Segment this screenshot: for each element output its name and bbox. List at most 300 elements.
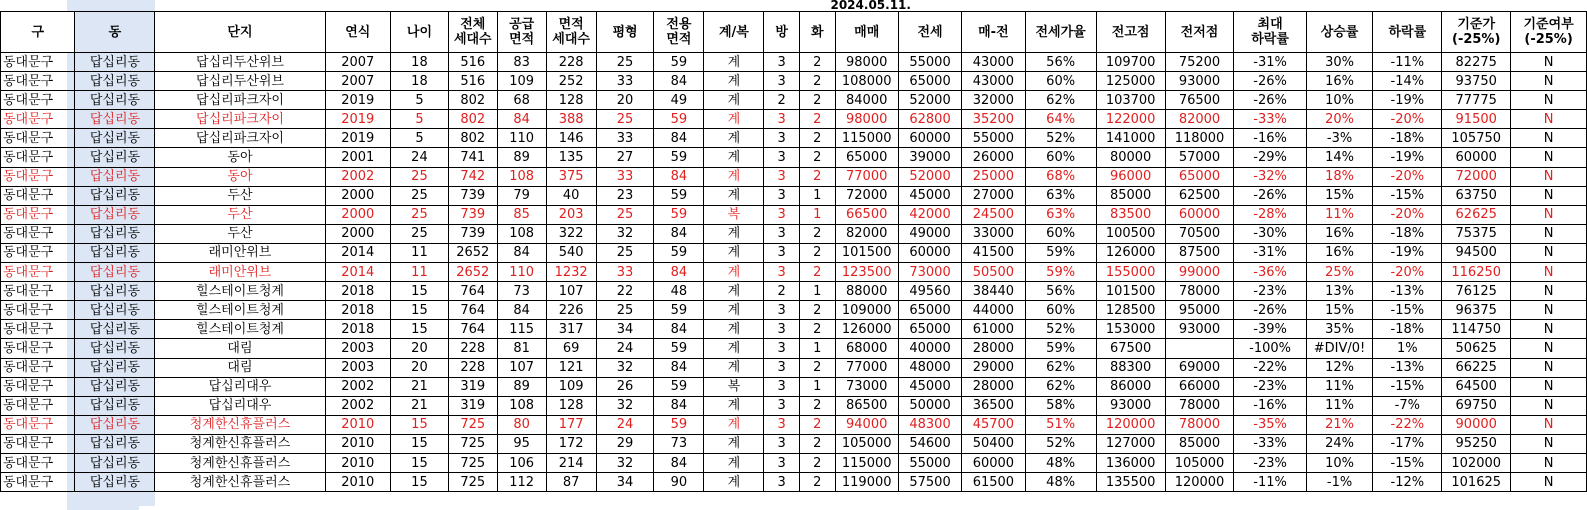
table-cell[interactable]: 2 <box>799 148 835 167</box>
table-cell[interactable]: 741 <box>448 148 497 167</box>
table-cell[interactable]: 77000 <box>835 167 898 186</box>
table-cell[interactable]: -16% <box>1234 396 1306 415</box>
table-cell[interactable]: 3 <box>764 205 800 224</box>
table-cell[interactable]: 3 <box>764 434 800 453</box>
table-cell[interactable]: -1% <box>1306 473 1373 492</box>
table-cell[interactable]: 24 <box>391 148 449 167</box>
table-cell[interactable]: 62625 <box>1442 205 1511 224</box>
table-cell[interactable]: 3 <box>764 53 800 72</box>
column-header[interactable]: 구 <box>1 12 75 53</box>
table-cell[interactable]: 답십리대우 <box>155 396 325 415</box>
table-cell[interactable]: -31% <box>1234 243 1306 262</box>
table-cell[interactable]: 28000 <box>962 339 1025 358</box>
table-cell[interactable]: 101625 <box>1442 473 1511 492</box>
table-cell[interactable]: 2001 <box>325 148 391 167</box>
table-cell[interactable]: 25 <box>391 186 449 205</box>
table-cell[interactable]: 375 <box>546 167 596 186</box>
table-cell[interactable]: -28% <box>1234 205 1306 224</box>
table-cell[interactable]: -26% <box>1234 72 1306 91</box>
table-cell[interactable]: 155000 <box>1096 263 1165 282</box>
table-cell[interactable]: 742 <box>448 167 497 186</box>
table-cell[interactable]: 57000 <box>1165 148 1234 167</box>
table-cell[interactable]: N <box>1511 434 1587 453</box>
table-cell[interactable]: 동대문구 <box>1 339 75 358</box>
table-cell[interactable]: 26000 <box>962 148 1025 167</box>
table-cell[interactable]: 동대문구 <box>1 186 75 205</box>
table-cell[interactable]: 계 <box>704 434 764 453</box>
table-cell[interactable]: 20 <box>391 339 449 358</box>
column-header[interactable]: 전세가율 <box>1025 12 1096 53</box>
table-cell[interactable]: 88300 <box>1096 358 1165 377</box>
column-header[interactable]: 방 <box>764 12 800 53</box>
table-cell[interactable]: 2 <box>799 72 835 91</box>
table-cell[interactable]: 5 <box>391 91 449 110</box>
table-cell[interactable]: -36% <box>1234 263 1306 282</box>
table-cell[interactable]: 80 <box>497 415 546 434</box>
table-cell[interactable]: 복 <box>704 205 764 224</box>
table-cell[interactable]: 108 <box>497 396 546 415</box>
table-cell[interactable]: 10% <box>1306 91 1373 110</box>
table-cell[interactable]: 34 <box>596 320 654 339</box>
table-cell[interactable]: 답십리동 <box>75 282 155 301</box>
table-cell[interactable]: 78000 <box>1165 282 1234 301</box>
table-cell[interactable]: 109 <box>546 377 596 396</box>
table-cell[interactable]: 228 <box>546 53 596 72</box>
column-header[interactable]: 매매 <box>835 12 898 53</box>
table-cell[interactable]: 78000 <box>1165 396 1234 415</box>
column-header[interactable]: 전세 <box>898 12 961 53</box>
table-cell[interactable]: 58% <box>1025 396 1096 415</box>
table-cell[interactable]: 12% <box>1306 358 1373 377</box>
table-cell[interactable]: 109700 <box>1096 53 1165 72</box>
table-cell[interactable]: 11 <box>391 263 449 282</box>
table-cell[interactable]: 52000 <box>898 167 961 186</box>
table-cell[interactable]: 동대문구 <box>1 205 75 224</box>
table-cell[interactable]: 10% <box>1306 453 1373 472</box>
table-cell[interactable]: 84 <box>654 224 704 243</box>
table-cell[interactable]: 답십리두산위브 <box>155 72 325 91</box>
table-cell[interactable]: 계 <box>704 224 764 243</box>
table-cell[interactable]: 95 <box>497 434 546 453</box>
table-cell[interactable]: 83500 <box>1096 205 1165 224</box>
table-cell[interactable]: 68 <box>497 91 546 110</box>
table-cell[interactable]: 43000 <box>962 72 1025 91</box>
table-cell[interactable]: 94500 <box>1442 243 1511 262</box>
table-cell[interactable]: 2019 <box>325 110 391 129</box>
table-cell[interactable]: 21 <box>391 396 449 415</box>
table-cell[interactable]: 65000 <box>898 320 961 339</box>
table-cell[interactable]: 15 <box>391 301 449 320</box>
table-cell[interactable]: 3 <box>764 415 800 434</box>
table-cell[interactable]: 81 <box>497 339 546 358</box>
table-cell[interactable]: -15% <box>1373 377 1442 396</box>
table-cell[interactable]: 764 <box>448 320 497 339</box>
table-cell[interactable]: 2 <box>764 91 800 110</box>
table-cell[interactable]: 60000 <box>1442 148 1511 167</box>
table-cell[interactable]: 계 <box>704 453 764 472</box>
table-cell[interactable]: 108 <box>497 224 546 243</box>
table-cell[interactable]: 83 <box>497 53 546 72</box>
table-cell[interactable]: -31% <box>1234 53 1306 72</box>
table-cell[interactable]: 90 <box>654 473 704 492</box>
table-cell[interactable]: 93000 <box>1165 72 1234 91</box>
table-cell[interactable]: 48000 <box>898 358 961 377</box>
table-cell[interactable]: 답십리동 <box>75 415 155 434</box>
table-cell[interactable]: 답십리동 <box>75 186 155 205</box>
table-cell[interactable]: 802 <box>448 129 497 148</box>
table-cell[interactable]: 래미안위브 <box>155 243 325 262</box>
table-cell[interactable]: 대림 <box>155 358 325 377</box>
table-cell[interactable]: 146 <box>546 129 596 148</box>
table-cell[interactable]: N <box>1511 91 1587 110</box>
table-cell[interactable]: 두산 <box>155 205 325 224</box>
table-cell[interactable]: 76125 <box>1442 282 1511 301</box>
table-cell[interactable]: 120000 <box>1096 415 1165 434</box>
table-cell[interactable]: 33 <box>596 263 654 282</box>
table-cell[interactable]: 50625 <box>1442 339 1511 358</box>
table-cell[interactable]: 2 <box>799 415 835 434</box>
table-cell[interactable]: 59 <box>654 243 704 262</box>
table-cell[interactable]: 27 <box>596 148 654 167</box>
table-cell[interactable]: 1 <box>799 282 835 301</box>
table-cell[interactable]: -20% <box>1373 263 1442 282</box>
table-cell[interactable]: 739 <box>448 205 497 224</box>
table-cell[interactable]: 답십리동 <box>75 263 155 282</box>
table-cell[interactable]: 128500 <box>1096 301 1165 320</box>
table-cell[interactable]: 108000 <box>835 72 898 91</box>
table-cell[interactable]: 25 <box>391 224 449 243</box>
table-cell[interactable]: 84 <box>497 110 546 129</box>
table-cell[interactable]: 25 <box>596 243 654 262</box>
column-header[interactable]: 면적 세대수 <box>546 12 596 53</box>
table-cell[interactable]: 16% <box>1306 224 1373 243</box>
table-cell[interactable]: 66000 <box>1165 377 1234 396</box>
table-cell[interactable]: 답십리두산위브 <box>155 53 325 72</box>
table-cell[interactable]: 15 <box>391 434 449 453</box>
table-cell[interactable]: 48% <box>1025 473 1096 492</box>
table-cell[interactable]: 2000 <box>325 186 391 205</box>
table-cell[interactable]: 21% <box>1306 415 1373 434</box>
column-header[interactable]: 단지 <box>155 12 325 53</box>
table-cell[interactable]: N <box>1511 339 1587 358</box>
table-cell[interactable]: 96000 <box>1096 167 1165 186</box>
table-cell[interactable]: 11% <box>1306 396 1373 415</box>
table-cell[interactable]: 25 <box>596 205 654 224</box>
table-cell[interactable]: 2018 <box>325 320 391 339</box>
table-cell[interactable]: 85000 <box>1165 434 1234 453</box>
table-cell[interactable]: 70500 <box>1165 224 1234 243</box>
column-header[interactable]: 연식 <box>325 12 391 53</box>
table-cell[interactable]: 105000 <box>835 434 898 453</box>
table-cell[interactable]: 317 <box>546 320 596 339</box>
table-cell[interactable]: 3 <box>764 167 800 186</box>
table-cell[interactable]: 3 <box>764 243 800 262</box>
table-cell[interactable]: 50400 <box>962 434 1025 453</box>
table-cell[interactable]: 3 <box>764 339 800 358</box>
column-header[interactable]: 화 <box>799 12 835 53</box>
table-cell[interactable]: N <box>1511 301 1587 320</box>
table-cell[interactable]: -23% <box>1234 453 1306 472</box>
table-cell[interactable]: 3 <box>764 377 800 396</box>
table-cell[interactable]: 동대문구 <box>1 358 75 377</box>
table-cell[interactable]: 177 <box>546 415 596 434</box>
table-cell[interactable]: 25 <box>596 301 654 320</box>
table-cell[interactable]: 2 <box>799 110 835 129</box>
table-cell[interactable]: N <box>1511 72 1587 91</box>
table-cell[interactable]: 59 <box>654 110 704 129</box>
table-cell[interactable]: -26% <box>1234 91 1306 110</box>
table-cell[interactable]: 32 <box>596 224 654 243</box>
table-cell[interactable]: 59 <box>654 148 704 167</box>
table-cell[interactable]: 답십리파크자이 <box>155 91 325 110</box>
table-cell[interactable]: 109 <box>497 72 546 91</box>
table-cell[interactable]: 11% <box>1306 205 1373 224</box>
table-cell[interactable]: -15% <box>1373 453 1442 472</box>
table-cell[interactable]: N <box>1511 53 1587 72</box>
table-cell[interactable]: 52000 <box>898 91 961 110</box>
table-cell[interactable]: 725 <box>448 434 497 453</box>
table-cell[interactable]: 62500 <box>1165 186 1234 205</box>
table-cell[interactable]: 60000 <box>898 243 961 262</box>
table-cell[interactable]: 계 <box>704 129 764 148</box>
table-cell[interactable]: 23 <box>596 186 654 205</box>
table-cell[interactable]: 동아 <box>155 148 325 167</box>
table-cell[interactable]: 2014 <box>325 263 391 282</box>
table-cell[interactable]: 계 <box>704 167 764 186</box>
table-cell[interactable]: 86000 <box>1096 377 1165 396</box>
table-cell[interactable]: 1 <box>799 186 835 205</box>
table-cell[interactable]: N <box>1511 415 1587 434</box>
table-cell[interactable]: 20 <box>596 91 654 110</box>
table-cell[interactable]: 동대문구 <box>1 91 75 110</box>
table-cell[interactable]: 32000 <box>962 91 1025 110</box>
table-cell[interactable]: 45000 <box>898 186 961 205</box>
table-cell[interactable]: 106 <box>497 453 546 472</box>
table-cell[interactable]: 답십리동 <box>75 205 155 224</box>
table-cell[interactable]: 802 <box>448 91 497 110</box>
table-cell[interactable]: 102000 <box>1442 453 1511 472</box>
table-cell[interactable]: 52% <box>1025 129 1096 148</box>
table-cell[interactable]: 128 <box>546 91 596 110</box>
table-cell[interactable]: 101500 <box>1096 282 1165 301</box>
table-cell[interactable]: 84 <box>497 243 546 262</box>
table-cell[interactable]: -33% <box>1234 110 1306 129</box>
table-cell[interactable]: 66225 <box>1442 358 1511 377</box>
table-cell[interactable]: 24 <box>596 339 654 358</box>
table-cell[interactable]: 답십리파크자이 <box>155 129 325 148</box>
table-cell[interactable]: 73 <box>497 282 546 301</box>
table-cell[interactable]: 67500 <box>1096 339 1165 358</box>
table-cell[interactable]: 62% <box>1025 377 1096 396</box>
table-cell[interactable]: -29% <box>1234 148 1306 167</box>
table-cell[interactable]: 114750 <box>1442 320 1511 339</box>
table-cell[interactable]: 3 <box>764 72 800 91</box>
table-cell[interactable]: 25 <box>391 167 449 186</box>
table-cell[interactable]: 동대문구 <box>1 110 75 129</box>
table-cell[interactable]: 107 <box>546 282 596 301</box>
table-cell[interactable]: 59% <box>1025 339 1096 358</box>
table-cell[interactable]: 32 <box>596 396 654 415</box>
table-cell[interactable]: 11% <box>1306 377 1373 396</box>
table-cell[interactable]: 76500 <box>1165 91 1234 110</box>
table-cell[interactable]: 계 <box>704 358 764 377</box>
table-cell[interactable]: 52% <box>1025 434 1096 453</box>
table-cell[interactable]: 228 <box>448 358 497 377</box>
table-cell[interactable]: -11% <box>1373 53 1442 72</box>
table-cell[interactable]: 2007 <box>325 53 391 72</box>
table-cell[interactable]: 청계한신휴플러스 <box>155 434 325 453</box>
table-cell[interactable]: 69750 <box>1442 396 1511 415</box>
table-cell[interactable]: 40000 <box>898 339 961 358</box>
table-cell[interactable]: 44000 <box>962 301 1025 320</box>
table-cell[interactable]: 64500 <box>1442 377 1511 396</box>
table-cell[interactable]: 89 <box>497 148 546 167</box>
table-cell[interactable]: N <box>1511 148 1587 167</box>
table-cell[interactable]: 2010 <box>325 415 391 434</box>
table-cell[interactable]: 228 <box>448 339 497 358</box>
table-cell[interactable]: 60000 <box>1165 205 1234 224</box>
table-cell[interactable]: 105750 <box>1442 129 1511 148</box>
table-cell[interactable]: 2 <box>799 224 835 243</box>
column-header[interactable]: 평형 <box>596 12 654 53</box>
table-cell[interactable]: 계 <box>704 396 764 415</box>
table-cell[interactable]: -30% <box>1234 224 1306 243</box>
table-cell[interactable]: -19% <box>1373 91 1442 110</box>
table-cell[interactable]: 125000 <box>1096 72 1165 91</box>
table-cell[interactable]: 24% <box>1306 434 1373 453</box>
table-cell[interactable]: 388 <box>546 110 596 129</box>
table-cell[interactable]: 93750 <box>1442 72 1511 91</box>
table-cell[interactable]: 3 <box>764 129 800 148</box>
table-cell[interactable]: 2 <box>799 263 835 282</box>
table-cell[interactable]: 동대문구 <box>1 301 75 320</box>
column-header[interactable]: 전체 세대수 <box>448 12 497 53</box>
table-cell[interactable]: 48 <box>654 282 704 301</box>
table-cell[interactable]: -19% <box>1373 243 1442 262</box>
table-cell[interactable]: 121 <box>546 358 596 377</box>
table-cell[interactable]: 답십리파크자이 <box>155 110 325 129</box>
table-cell[interactable]: 122000 <box>1096 110 1165 129</box>
table-cell[interactable]: 78000 <box>1165 415 1234 434</box>
table-cell[interactable]: N <box>1511 282 1587 301</box>
table-cell[interactable]: 32 <box>596 358 654 377</box>
table-cell[interactable]: N <box>1511 396 1587 415</box>
table-cell[interactable]: 127000 <box>1096 434 1165 453</box>
table-cell[interactable]: 청계한신휴플러스 <box>155 415 325 434</box>
table-cell[interactable]: 59% <box>1025 263 1096 282</box>
table-cell[interactable]: 98000 <box>835 110 898 129</box>
table-cell[interactable]: 24500 <box>962 205 1025 224</box>
table-cell[interactable]: 59 <box>654 186 704 205</box>
table-cell[interactable]: N <box>1511 320 1587 339</box>
table-cell[interactable]: 41500 <box>962 243 1025 262</box>
table-cell[interactable]: 61500 <box>962 473 1025 492</box>
table-cell[interactable]: 답십리동 <box>75 339 155 358</box>
table-cell[interactable]: 동대문구 <box>1 473 75 492</box>
table-cell[interactable]: 60% <box>1025 301 1096 320</box>
table-cell[interactable]: N <box>1511 129 1587 148</box>
table-cell[interactable]: 답십리동 <box>75 320 155 339</box>
table-cell[interactable]: 55000 <box>898 53 961 72</box>
table-cell[interactable]: 동대문구 <box>1 72 75 91</box>
table-cell[interactable]: -18% <box>1373 320 1442 339</box>
table-cell[interactable]: 동대문구 <box>1 129 75 148</box>
table-cell[interactable]: 3 <box>764 186 800 205</box>
table-cell[interactable]: 136000 <box>1096 453 1165 472</box>
table-cell[interactable]: 49 <box>654 91 704 110</box>
column-header[interactable]: 하락률 <box>1373 12 1442 53</box>
table-cell[interactable]: 2 <box>799 396 835 415</box>
table-cell[interactable]: 계 <box>704 148 764 167</box>
table-cell[interactable]: 120000 <box>1165 473 1234 492</box>
table-cell[interactable]: 3 <box>764 396 800 415</box>
table-cell[interactable]: -20% <box>1373 167 1442 186</box>
table-cell[interactable]: 24 <box>596 415 654 434</box>
table-cell[interactable]: 3 <box>764 301 800 320</box>
table-cell[interactable]: 2019 <box>325 91 391 110</box>
table-cell[interactable]: 33 <box>596 167 654 186</box>
table-cell[interactable]: 15 <box>391 282 449 301</box>
table-cell[interactable]: 계 <box>704 473 764 492</box>
table-cell[interactable]: 82000 <box>835 224 898 243</box>
table-cell[interactable]: 126000 <box>835 320 898 339</box>
column-header[interactable]: 동 <box>75 12 155 53</box>
table-cell[interactable]: 5 <box>391 110 449 129</box>
table-cell[interactable]: 65000 <box>835 148 898 167</box>
table-cell[interactable]: 2 <box>799 53 835 72</box>
table-cell[interactable]: 85000 <box>1096 186 1165 205</box>
table-cell[interactable]: -18% <box>1373 224 1442 243</box>
table-cell[interactable]: 동대문구 <box>1 396 75 415</box>
table-cell[interactable]: 계 <box>704 301 764 320</box>
table-cell[interactable]: -7% <box>1373 396 1442 415</box>
table-cell[interactable]: 84 <box>654 167 704 186</box>
table-cell[interactable]: 57500 <box>898 473 961 492</box>
table-cell[interactable]: 두산 <box>155 186 325 205</box>
table-cell[interactable]: 725 <box>448 473 497 492</box>
table-cell[interactable]: -32% <box>1234 167 1306 186</box>
table-cell[interactable]: 동대문구 <box>1 167 75 186</box>
table-cell[interactable]: 18 <box>391 53 449 72</box>
column-header[interactable]: 기준가 (-25%) <box>1442 12 1511 53</box>
table-cell[interactable]: 135500 <box>1096 473 1165 492</box>
table-cell[interactable]: 226 <box>546 301 596 320</box>
table-cell[interactable]: 동대문구 <box>1 148 75 167</box>
table-cell[interactable]: 동대문구 <box>1 243 75 262</box>
table-cell[interactable]: 2018 <box>325 301 391 320</box>
table-cell[interactable]: 25 <box>596 53 654 72</box>
table-cell[interactable]: 115000 <box>835 129 898 148</box>
table-cell[interactable]: 66500 <box>835 205 898 224</box>
table-cell[interactable]: N <box>1511 224 1587 243</box>
table-cell[interactable]: 42000 <box>898 205 961 224</box>
table-cell[interactable]: 84 <box>654 320 704 339</box>
table-cell[interactable]: 계 <box>704 282 764 301</box>
table-cell[interactable]: 계 <box>704 243 764 262</box>
table-cell[interactable]: N <box>1511 358 1587 377</box>
table-cell[interactable]: 60000 <box>962 453 1025 472</box>
table-cell[interactable]: -14% <box>1373 72 1442 91</box>
table-cell[interactable]: 39000 <box>898 148 961 167</box>
table-cell[interactable]: 252 <box>546 72 596 91</box>
table-cell[interactable]: 36500 <box>962 396 1025 415</box>
table-cell[interactable]: 764 <box>448 301 497 320</box>
table-cell[interactable]: 88000 <box>835 282 898 301</box>
table-cell[interactable]: 답십리동 <box>75 72 155 91</box>
table-cell[interactable]: 13% <box>1306 282 1373 301</box>
table-cell[interactable]: 답십리동 <box>75 453 155 472</box>
table-cell[interactable]: 2018 <box>325 282 391 301</box>
